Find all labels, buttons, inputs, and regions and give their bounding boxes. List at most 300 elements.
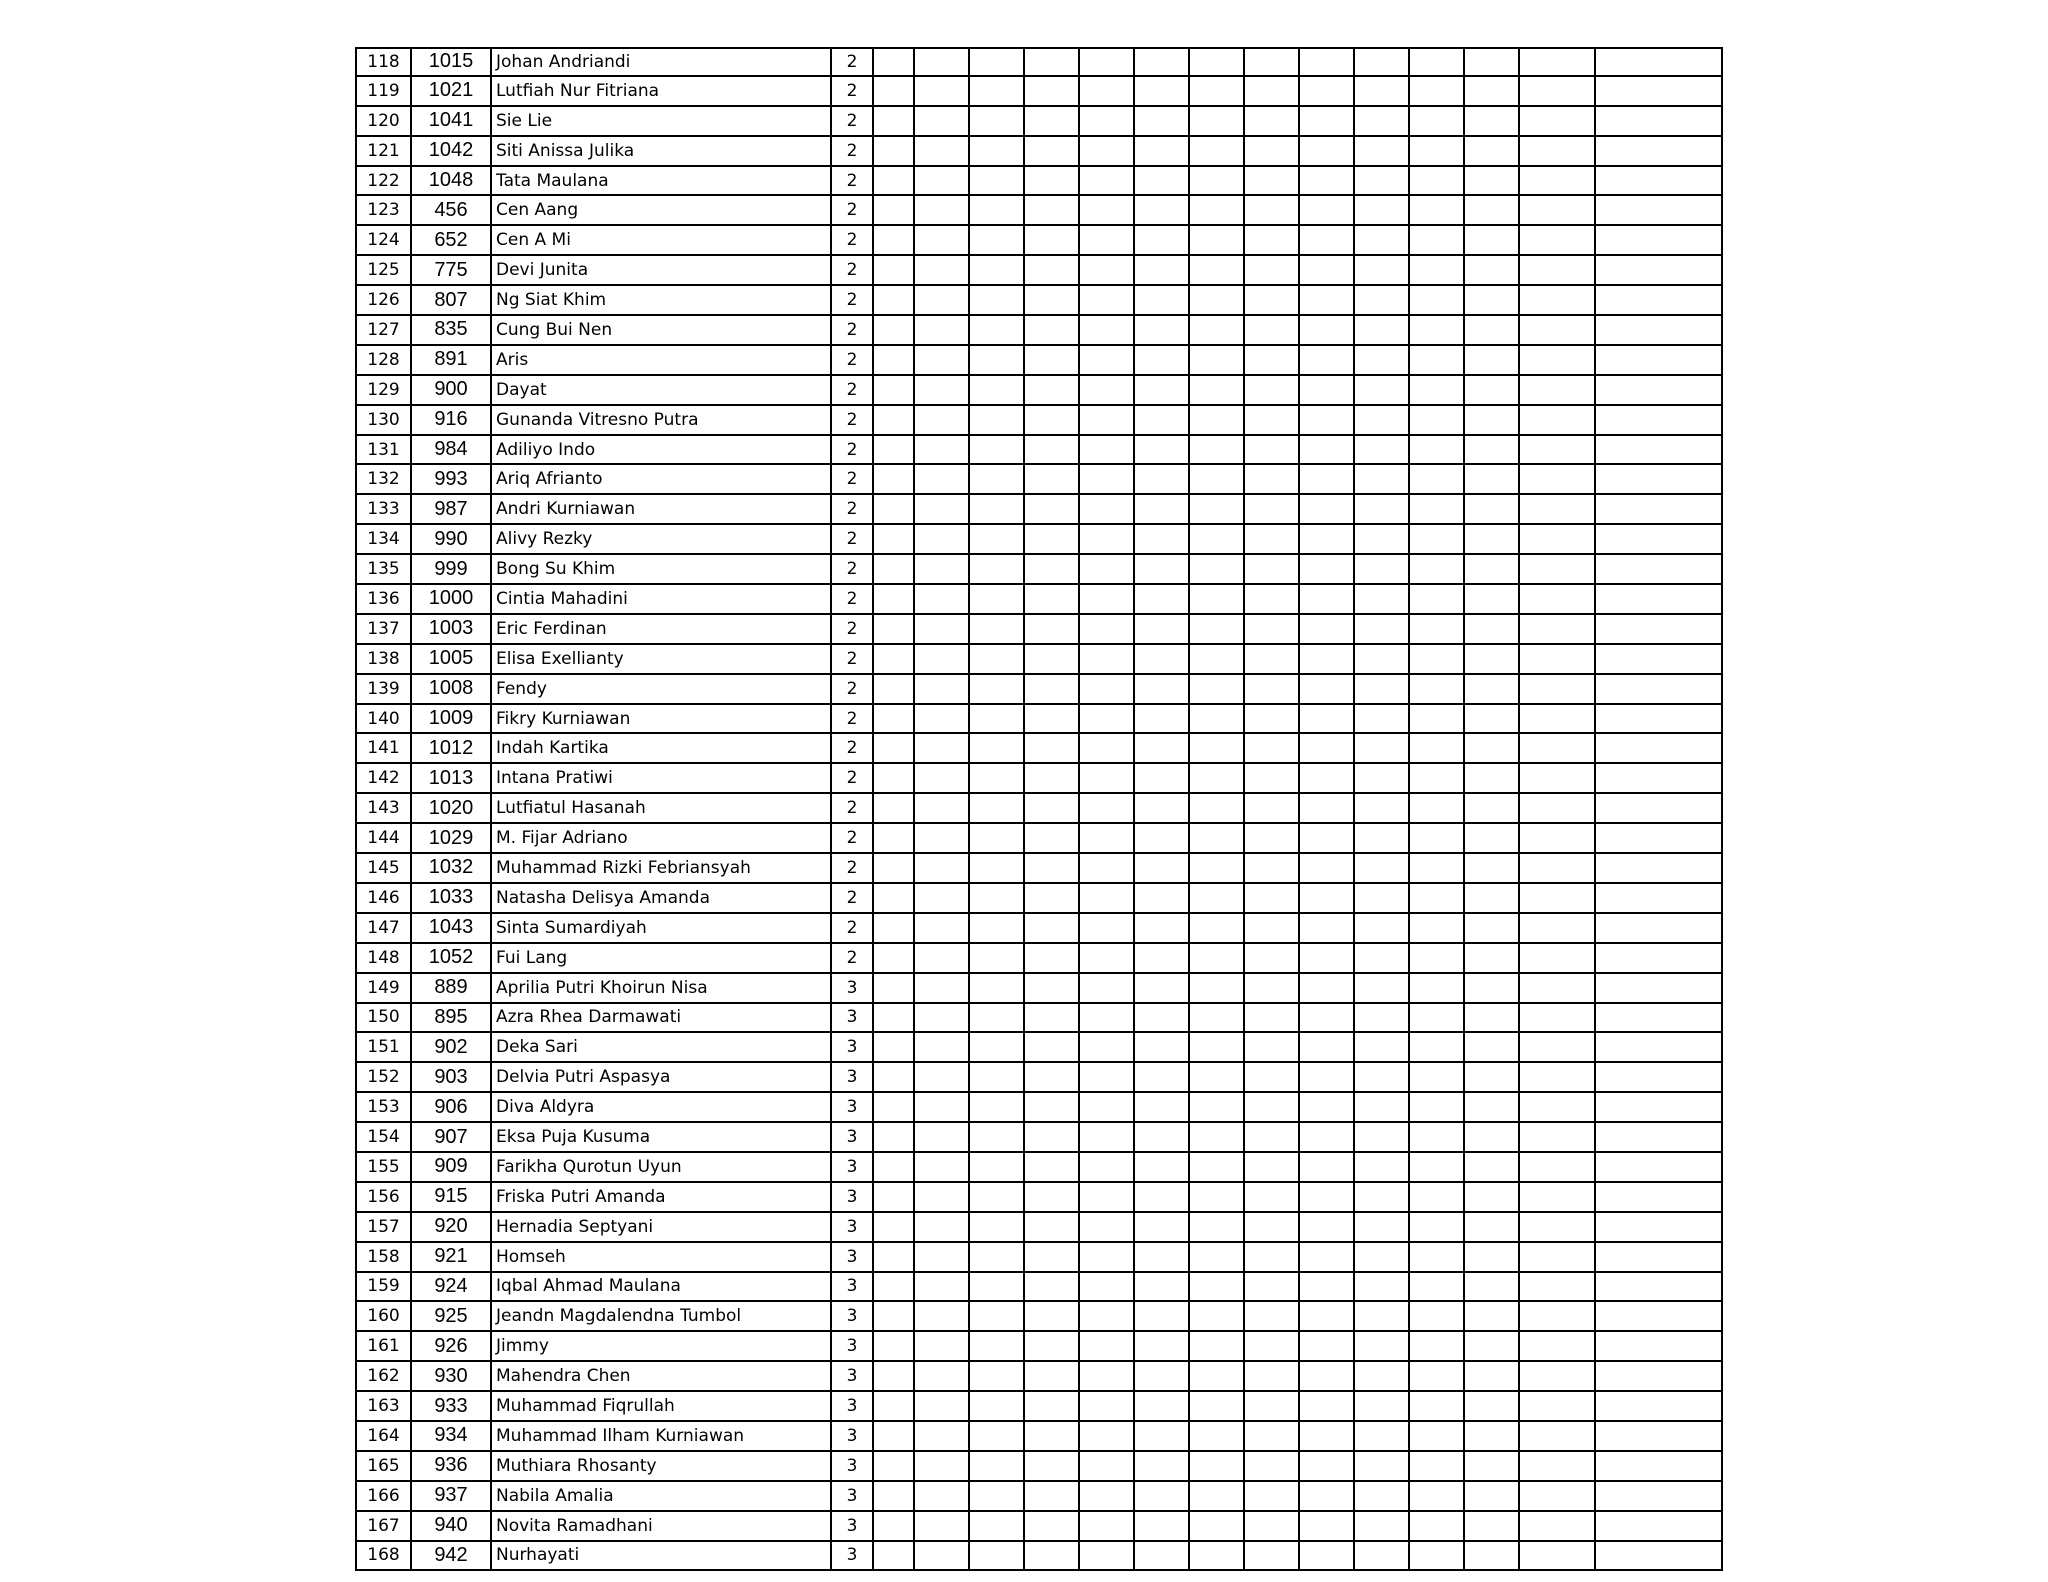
member-id-cell: 1032 xyxy=(412,854,492,884)
blank-check-cell xyxy=(1190,137,1245,167)
blank-check-cell xyxy=(1080,316,1135,346)
blank-check-cell xyxy=(1190,555,1245,585)
blank-check-cell xyxy=(1190,645,1245,675)
blank-check-cell xyxy=(1355,675,1410,705)
blank-check-cell xyxy=(1025,914,1080,944)
blank-check-cell xyxy=(1410,495,1465,525)
blank-check-cell xyxy=(1465,495,1520,525)
blank-check-cell xyxy=(1080,1093,1135,1123)
member-name-cell: M. Fijar Adriano xyxy=(492,824,832,854)
blank-check-cell xyxy=(1410,555,1465,585)
row-number-cell: 160 xyxy=(355,1302,412,1332)
blank-check-cell xyxy=(1135,1153,1190,1183)
blank-check-cell xyxy=(1025,734,1080,764)
member-name-cell: Siti Anissa Julika xyxy=(492,137,832,167)
blank-check-cell xyxy=(1596,436,1723,466)
blank-check-cell xyxy=(1135,196,1190,226)
blank-check-cell xyxy=(1410,196,1465,226)
blank-check-cell xyxy=(1245,1123,1300,1153)
blank-check-cell xyxy=(1080,615,1135,645)
blank-check-cell xyxy=(1245,944,1300,974)
spacer-cell xyxy=(874,1332,915,1362)
blank-check-cell xyxy=(1410,1243,1465,1273)
blank-check-cell xyxy=(1520,944,1596,974)
member-id-cell: 1012 xyxy=(412,734,492,764)
row-number-cell: 134 xyxy=(355,525,412,555)
blank-check-cell xyxy=(1245,1033,1300,1063)
blank-check-cell xyxy=(1025,1332,1080,1362)
member-id-cell: 933 xyxy=(412,1392,492,1422)
blank-check-cell xyxy=(1410,286,1465,316)
blank-check-cell xyxy=(915,884,970,914)
blank-check-cell xyxy=(915,256,970,286)
blank-check-cell xyxy=(1520,1362,1596,1392)
blank-check-cell xyxy=(1300,1302,1355,1332)
member-id-cell: 925 xyxy=(412,1302,492,1332)
blank-check-cell xyxy=(1300,1422,1355,1452)
blank-check-cell xyxy=(1355,1243,1410,1273)
row-number-cell: 135 xyxy=(355,555,412,585)
blank-check-cell xyxy=(970,77,1025,107)
blank-check-cell xyxy=(1410,794,1465,824)
blank-check-cell xyxy=(915,1033,970,1063)
spacer-cell xyxy=(874,1033,915,1063)
group-cell: 2 xyxy=(832,47,874,77)
blank-check-cell xyxy=(1135,974,1190,1004)
blank-check-cell xyxy=(1080,585,1135,615)
blank-check-cell xyxy=(1245,764,1300,794)
blank-check-cell xyxy=(1465,1362,1520,1392)
blank-check-cell xyxy=(1596,495,1723,525)
member-id-cell: 1048 xyxy=(412,167,492,197)
blank-check-cell xyxy=(1465,1183,1520,1213)
spacer-cell xyxy=(874,525,915,555)
group-cell: 2 xyxy=(832,884,874,914)
blank-check-cell xyxy=(1465,794,1520,824)
blank-check-cell xyxy=(1300,1512,1355,1542)
group-cell: 3 xyxy=(832,1332,874,1362)
blank-check-cell xyxy=(970,495,1025,525)
blank-check-cell xyxy=(1025,406,1080,436)
blank-check-cell xyxy=(1596,376,1723,406)
member-name-cell: Aprilia Putri Khoirun Nisa xyxy=(492,974,832,1004)
blank-check-cell xyxy=(970,376,1025,406)
group-cell: 2 xyxy=(832,824,874,854)
blank-check-cell xyxy=(970,1153,1025,1183)
blank-check-cell xyxy=(1465,615,1520,645)
member-id-cell: 900 xyxy=(412,376,492,406)
blank-check-cell xyxy=(1135,346,1190,376)
blank-check-cell xyxy=(1596,286,1723,316)
spacer-cell xyxy=(874,1482,915,1512)
blank-check-cell xyxy=(915,1542,970,1572)
row-number-cell: 140 xyxy=(355,705,412,735)
member-name-cell: Cen Aang xyxy=(492,196,832,226)
blank-check-cell xyxy=(1300,944,1355,974)
blank-check-cell xyxy=(1245,675,1300,705)
spacer-cell xyxy=(874,495,915,525)
member-name-cell: Sinta Sumardiyah xyxy=(492,914,832,944)
blank-check-cell xyxy=(970,316,1025,346)
blank-check-cell xyxy=(1300,914,1355,944)
blank-check-cell xyxy=(1080,944,1135,974)
row-number-cell: 159 xyxy=(355,1273,412,1303)
blank-check-cell xyxy=(1025,436,1080,466)
blank-check-cell xyxy=(1465,525,1520,555)
row-number-cell: 155 xyxy=(355,1153,412,1183)
row-number-cell: 142 xyxy=(355,764,412,794)
spacer-cell xyxy=(874,1093,915,1123)
member-id-cell: 940 xyxy=(412,1512,492,1542)
blank-check-cell xyxy=(1135,465,1190,495)
blank-check-cell xyxy=(970,914,1025,944)
spacer-cell xyxy=(874,1213,915,1243)
member-id-cell: 916 xyxy=(412,406,492,436)
blank-check-cell xyxy=(1245,1362,1300,1392)
blank-check-cell xyxy=(1410,465,1465,495)
member-id-cell: 1005 xyxy=(412,645,492,675)
blank-check-cell xyxy=(1410,734,1465,764)
blank-check-cell xyxy=(970,1093,1025,1123)
member-id-cell: 775 xyxy=(412,256,492,286)
row-number-cell: 125 xyxy=(355,256,412,286)
group-cell: 2 xyxy=(832,675,874,705)
blank-check-cell xyxy=(1190,1033,1245,1063)
blank-check-cell xyxy=(1355,137,1410,167)
blank-check-cell xyxy=(1465,137,1520,167)
member-name-cell: Alivy Rezky xyxy=(492,525,832,555)
member-name-cell: Farikha Qurotun Uyun xyxy=(492,1153,832,1183)
blank-check-cell xyxy=(1410,346,1465,376)
blank-check-cell xyxy=(1410,107,1465,137)
blank-check-cell xyxy=(1410,167,1465,197)
blank-check-cell xyxy=(1596,1183,1723,1213)
group-cell: 2 xyxy=(832,346,874,376)
blank-check-cell xyxy=(1520,1004,1596,1034)
member-name-cell: Homseh xyxy=(492,1243,832,1273)
blank-check-cell xyxy=(1520,675,1596,705)
blank-check-cell xyxy=(1465,1542,1520,1572)
blank-check-cell xyxy=(1410,1542,1465,1572)
member-name-cell: Muhammad Fiqrullah xyxy=(492,1392,832,1422)
blank-check-cell xyxy=(1245,286,1300,316)
row-number-cell: 124 xyxy=(355,226,412,256)
blank-check-cell xyxy=(1520,406,1596,436)
blank-check-cell xyxy=(1596,406,1723,436)
blank-check-cell xyxy=(1520,1512,1596,1542)
spacer-cell xyxy=(874,585,915,615)
blank-check-cell xyxy=(1135,436,1190,466)
blank-check-cell xyxy=(1596,914,1723,944)
blank-check-cell xyxy=(1245,436,1300,466)
blank-check-cell xyxy=(1300,1362,1355,1392)
blank-check-cell xyxy=(1135,167,1190,197)
member-id-cell: 1013 xyxy=(412,764,492,794)
spacer-cell xyxy=(874,615,915,645)
blank-check-cell xyxy=(1300,764,1355,794)
blank-check-cell xyxy=(1190,705,1245,735)
blank-check-cell xyxy=(1596,794,1723,824)
blank-check-cell xyxy=(1245,1392,1300,1422)
blank-check-cell xyxy=(1190,734,1245,764)
blank-check-cell xyxy=(1410,645,1465,675)
blank-check-cell xyxy=(1300,47,1355,77)
blank-check-cell xyxy=(1080,1033,1135,1063)
row-number-cell: 165 xyxy=(355,1452,412,1482)
member-id-cell: 1000 xyxy=(412,585,492,615)
blank-check-cell xyxy=(1465,465,1520,495)
spacer-cell xyxy=(874,555,915,585)
blank-check-cell xyxy=(1190,1392,1245,1422)
blank-check-cell xyxy=(1080,794,1135,824)
blank-check-cell xyxy=(915,47,970,77)
blank-check-cell xyxy=(1300,77,1355,107)
blank-check-cell xyxy=(1190,1063,1245,1093)
blank-check-cell xyxy=(1080,495,1135,525)
blank-check-cell xyxy=(1355,346,1410,376)
blank-check-cell xyxy=(1190,974,1245,1004)
group-cell: 2 xyxy=(832,436,874,466)
blank-check-cell xyxy=(1410,1033,1465,1063)
blank-check-cell xyxy=(1190,47,1245,77)
blank-check-cell xyxy=(970,884,1025,914)
blank-check-cell xyxy=(1410,376,1465,406)
blank-check-cell xyxy=(1300,495,1355,525)
member-id-cell: 1020 xyxy=(412,794,492,824)
blank-check-cell xyxy=(1245,376,1300,406)
blank-check-cell xyxy=(970,1452,1025,1482)
blank-check-cell xyxy=(1025,376,1080,406)
blank-check-cell xyxy=(970,1542,1025,1572)
blank-check-cell xyxy=(915,1482,970,1512)
blank-check-cell xyxy=(970,167,1025,197)
blank-check-cell xyxy=(1355,406,1410,436)
blank-check-cell xyxy=(1355,1302,1410,1332)
blank-check-cell xyxy=(1190,1183,1245,1213)
blank-check-cell xyxy=(1080,137,1135,167)
blank-check-cell xyxy=(1135,645,1190,675)
blank-check-cell xyxy=(1135,794,1190,824)
blank-check-cell xyxy=(1355,226,1410,256)
blank-check-cell xyxy=(1465,1243,1520,1273)
member-name-cell: Cintia Mahadini xyxy=(492,585,832,615)
member-name-cell: Adiliyo Indo xyxy=(492,436,832,466)
member-id-cell: 1003 xyxy=(412,615,492,645)
blank-check-cell xyxy=(1520,196,1596,226)
blank-check-cell xyxy=(1410,1512,1465,1542)
row-number-cell: 164 xyxy=(355,1422,412,1452)
blank-check-cell xyxy=(1410,974,1465,1004)
blank-check-cell xyxy=(1245,1004,1300,1034)
blank-check-cell xyxy=(1190,376,1245,406)
blank-check-cell xyxy=(1355,974,1410,1004)
blank-check-cell xyxy=(1355,1332,1410,1362)
blank-check-cell xyxy=(1300,1093,1355,1123)
blank-check-cell xyxy=(1410,1452,1465,1482)
blank-check-cell xyxy=(1190,1004,1245,1034)
blank-check-cell xyxy=(970,974,1025,1004)
blank-check-cell xyxy=(915,137,970,167)
blank-check-cell xyxy=(1025,1183,1080,1213)
blank-check-cell xyxy=(1465,406,1520,436)
blank-check-cell xyxy=(1520,167,1596,197)
blank-check-cell xyxy=(1410,1063,1465,1093)
blank-check-cell xyxy=(1520,1422,1596,1452)
blank-check-cell xyxy=(1190,1422,1245,1452)
blank-check-cell xyxy=(1135,555,1190,585)
blank-check-cell xyxy=(1465,974,1520,1004)
blank-check-cell xyxy=(1465,1063,1520,1093)
blank-check-cell xyxy=(1300,974,1355,1004)
blank-check-cell xyxy=(1135,1183,1190,1213)
blank-check-cell xyxy=(1245,914,1300,944)
blank-check-cell xyxy=(1355,77,1410,107)
blank-check-cell xyxy=(1410,1153,1465,1183)
blank-check-cell xyxy=(1355,1512,1410,1542)
blank-check-cell xyxy=(1025,77,1080,107)
blank-check-cell xyxy=(970,47,1025,77)
blank-check-cell xyxy=(1520,1332,1596,1362)
blank-check-cell xyxy=(1465,346,1520,376)
blank-check-cell xyxy=(1135,226,1190,256)
blank-check-cell xyxy=(915,1004,970,1034)
row-number-cell: 121 xyxy=(355,137,412,167)
group-cell: 2 xyxy=(832,286,874,316)
blank-check-cell xyxy=(1300,525,1355,555)
spacer-cell xyxy=(874,47,915,77)
blank-check-cell xyxy=(1245,167,1300,197)
spacer-cell xyxy=(874,1512,915,1542)
blank-check-cell xyxy=(1410,77,1465,107)
blank-check-cell xyxy=(1596,1332,1723,1362)
blank-check-cell xyxy=(1080,167,1135,197)
member-name-cell: Delvia Putri Aspasya xyxy=(492,1063,832,1093)
blank-check-cell xyxy=(1080,1422,1135,1452)
blank-check-cell xyxy=(1025,615,1080,645)
blank-check-cell xyxy=(1135,1063,1190,1093)
blank-check-cell xyxy=(1190,196,1245,226)
blank-check-cell xyxy=(1465,77,1520,107)
blank-check-cell xyxy=(1300,406,1355,436)
blank-check-cell xyxy=(1135,137,1190,167)
blank-check-cell xyxy=(1080,1512,1135,1542)
blank-check-cell xyxy=(1190,1123,1245,1153)
row-number-cell: 146 xyxy=(355,884,412,914)
blank-check-cell xyxy=(915,585,970,615)
row-number-cell: 129 xyxy=(355,376,412,406)
group-cell: 3 xyxy=(832,1123,874,1153)
member-id-cell: 906 xyxy=(412,1093,492,1123)
blank-check-cell xyxy=(1245,1542,1300,1572)
member-id-cell: 993 xyxy=(412,465,492,495)
blank-check-cell xyxy=(1025,1123,1080,1153)
member-name-cell: Fui Lang xyxy=(492,944,832,974)
member-name-cell: Aris xyxy=(492,346,832,376)
blank-check-cell xyxy=(1355,854,1410,884)
group-cell: 2 xyxy=(832,316,874,346)
blank-check-cell xyxy=(1410,944,1465,974)
member-id-cell: 926 xyxy=(412,1332,492,1362)
blank-check-cell xyxy=(1596,196,1723,226)
blank-check-cell xyxy=(1190,167,1245,197)
blank-check-cell xyxy=(1355,1273,1410,1303)
member-name-cell: Cen A Mi xyxy=(492,226,832,256)
blank-check-cell xyxy=(1410,884,1465,914)
member-name-cell: Intana Pratiwi xyxy=(492,764,832,794)
blank-check-cell xyxy=(1300,137,1355,167)
blank-check-cell xyxy=(970,1302,1025,1332)
blank-check-cell xyxy=(1135,884,1190,914)
member-id-cell: 937 xyxy=(412,1482,492,1512)
blank-check-cell xyxy=(1080,884,1135,914)
blank-check-cell xyxy=(1520,1302,1596,1332)
blank-check-cell xyxy=(1410,824,1465,854)
group-cell: 2 xyxy=(832,167,874,197)
blank-check-cell xyxy=(970,196,1025,226)
blank-check-cell xyxy=(1245,1302,1300,1332)
group-cell: 2 xyxy=(832,525,874,555)
blank-check-cell xyxy=(1080,1482,1135,1512)
member-name-cell: Friska Putri Amanda xyxy=(492,1183,832,1213)
blank-check-cell xyxy=(1520,495,1596,525)
spacer-cell xyxy=(874,734,915,764)
spacer-cell xyxy=(874,1153,915,1183)
blank-check-cell xyxy=(1596,1093,1723,1123)
group-cell: 2 xyxy=(832,256,874,286)
blank-check-cell xyxy=(1596,1422,1723,1452)
spacer-cell xyxy=(874,645,915,675)
blank-check-cell xyxy=(1465,376,1520,406)
blank-check-cell xyxy=(1520,436,1596,466)
blank-check-cell xyxy=(1410,1332,1465,1362)
blank-check-cell xyxy=(1520,764,1596,794)
blank-check-cell xyxy=(1410,137,1465,167)
blank-check-cell xyxy=(1410,436,1465,466)
blank-check-cell xyxy=(1596,884,1723,914)
member-name-cell: Lutfiatul Hasanah xyxy=(492,794,832,824)
blank-check-cell xyxy=(1135,1332,1190,1362)
blank-check-cell xyxy=(1080,226,1135,256)
blank-check-cell xyxy=(970,1273,1025,1303)
blank-check-cell xyxy=(1245,1213,1300,1243)
blank-check-cell xyxy=(1596,585,1723,615)
blank-check-cell xyxy=(1596,226,1723,256)
blank-check-cell xyxy=(915,1123,970,1153)
group-cell: 2 xyxy=(832,794,874,824)
group-cell: 2 xyxy=(832,376,874,406)
blank-check-cell xyxy=(1596,675,1723,705)
blank-check-cell xyxy=(1080,1302,1135,1332)
blank-check-cell xyxy=(1300,884,1355,914)
blank-check-cell xyxy=(1190,1482,1245,1512)
blank-check-cell xyxy=(1135,615,1190,645)
blank-check-cell xyxy=(1355,734,1410,764)
group-cell: 3 xyxy=(832,1392,874,1422)
blank-check-cell xyxy=(970,1332,1025,1362)
blank-check-cell xyxy=(1355,585,1410,615)
row-number-cell: 148 xyxy=(355,944,412,974)
blank-check-cell xyxy=(915,645,970,675)
blank-check-cell xyxy=(1520,1273,1596,1303)
spacer-cell xyxy=(874,256,915,286)
blank-check-cell xyxy=(1025,824,1080,854)
blank-check-cell xyxy=(1596,1063,1723,1093)
member-id-cell: 1021 xyxy=(412,77,492,107)
blank-check-cell xyxy=(1410,1362,1465,1392)
blank-check-cell xyxy=(1025,256,1080,286)
blank-check-cell xyxy=(1520,974,1596,1004)
member-id-cell: 921 xyxy=(412,1243,492,1273)
